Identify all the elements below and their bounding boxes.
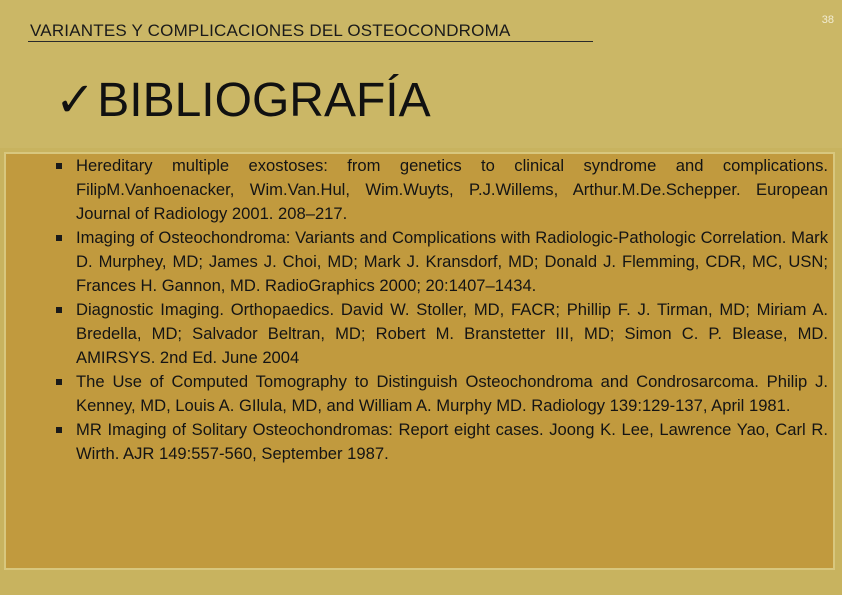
section-heading: [55, 72, 431, 130]
reference-item: [52, 418, 828, 466]
square-bullet-icon: [56, 163, 62, 169]
reference-text: Imaging of Osteochondroma: Variants and Complications with Radiologic-Pathologic Correlation. Mark D. Murphey, MD; James J. Choi, MD; Mark J. Kransdorf, MD; Donald J. Flemming, CDR, MC, USN; Frances H. Gannon, MD. RadioGraphics 2000; 20:1407–1434.: [76, 228, 828, 295]
slide-header-title: VARIANTES Y COMPLICACIONES DEL OSTEOCONDROMA: [30, 21, 511, 40]
checkmark-icon: ✓: [55, 74, 96, 127]
reference-text: Hereditary multiple exostoses: from genetics to clinical syndrome and complications. FilipM.Vanhoenacker, Wim.Van.Hul, Wim.Wuyts, P.J.Willems, Arthur.M.De.Schepper. European Journal of Radiology 2001. 208–217.: [76, 156, 828, 223]
reference-text: The Use of Computed Tomography to Distinguish Osteochondroma and Condrosarcoma. Philip J. Kenney, MD, Louis A. GIlula, MD, and William A. Murphy MD. Radiology 139:129-137, April 1981.: [76, 372, 828, 415]
reference-item: [52, 226, 828, 298]
square-bullet-icon: [56, 427, 62, 433]
square-bullet-icon: [56, 235, 62, 241]
reference-text: Diagnostic Imaging. Orthopaedics. David W. Stoller, MD, FACR; Phillip F. J. Tirman, MD; Miriam A. Bredella, MD; Salvador Beltran, MD; Robert M. Branstetter III, MD; Simon C. P. Blease, MD. AMIRSYS. 2nd Ed. June 2004: [76, 300, 828, 367]
header-underline: [28, 41, 593, 42]
reference-item: [52, 370, 828, 418]
section-heading-label: BIBLIOGRAFÍA: [97, 74, 431, 127]
reference-text: MR Imaging of Solitary Osteochondromas: Report eight cases. Joong K. Lee, Lawrence Yao, Carl R. Wirth. AJR 149:557-560, September 1987.: [76, 420, 828, 463]
page-number: 38: [821, 14, 834, 26]
reference-item: [52, 298, 828, 370]
reference-list: [52, 154, 828, 466]
square-bullet-icon: [56, 307, 62, 313]
reference-item: [52, 154, 828, 226]
square-bullet-icon: [56, 379, 62, 385]
